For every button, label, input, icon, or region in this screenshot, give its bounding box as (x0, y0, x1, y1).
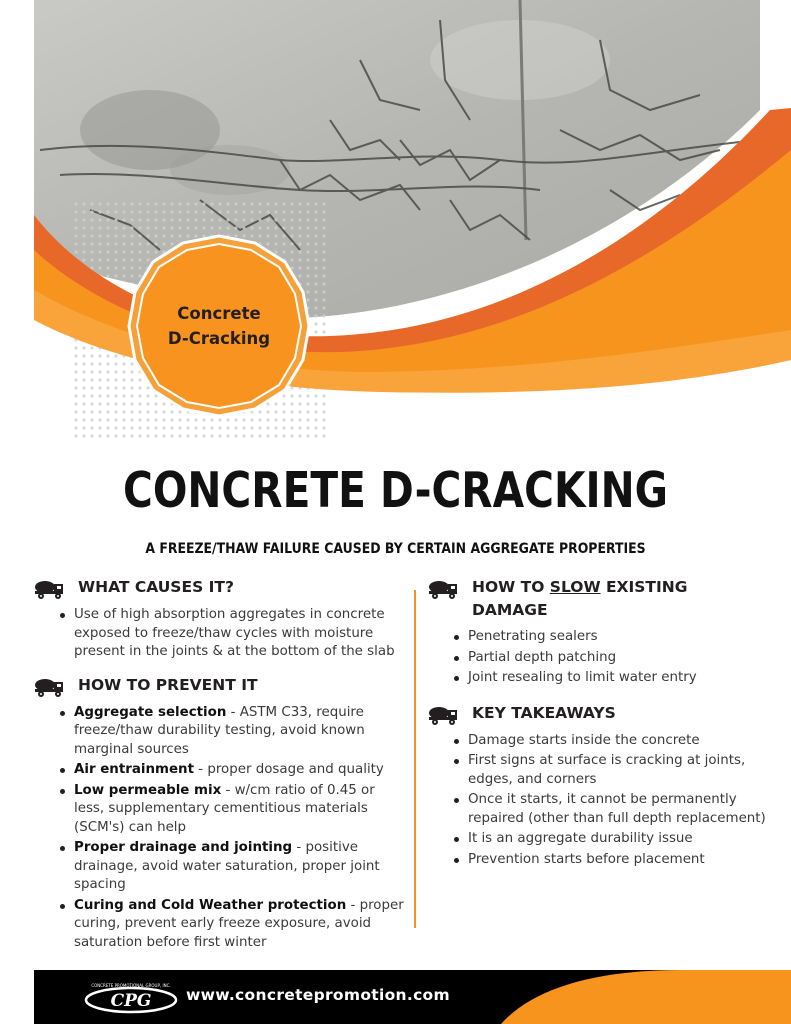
mixer-truck-icon (428, 704, 460, 726)
page-title: CONCRETE D-CRACKING (122, 462, 669, 519)
svg-text:CONCRETE PROMOTIONAL GROUP, IN: CONCRETE PROMOTIONAL GROUP, INC. (91, 983, 171, 988)
list-item: Use of high absorption aggregates in concrete exposed to freeze/thaw cycles with moisture present in the joints & at the bottom of the slab (58, 606, 406, 662)
list-item: It is an aggregate durability issue (452, 830, 768, 849)
right-column (428, 576, 768, 871)
section-title: KEY TAKEAWAYS (472, 703, 616, 722)
list-item: Curing and Cold Weather protection - proper curing, prevent early freeze exposure, avoid saturation before first winter (58, 897, 406, 953)
list-item: Air entrainment - proper dosage and quality (58, 761, 406, 780)
footer-orange-accent (501, 970, 791, 1024)
section-slow-damage (428, 576, 768, 688)
list-item: Once it starts, it cannot be permanently repaired (other than full depth replacement) (452, 791, 768, 828)
slow-list (428, 628, 768, 688)
takeaways-list (428, 732, 768, 870)
list-item: First signs at surface is cracking at joints, edges, and corners (452, 752, 768, 789)
list-item: Prevention starts before placement (452, 851, 768, 870)
website-link[interactable]: www.concretepromotion.com (186, 986, 450, 1004)
mixer-truck-icon (34, 676, 66, 698)
list-item: Aggregate selection - ASTM C33, require freeze/thaw durability testing, avoid known marginal sources (58, 704, 406, 760)
footer-bar (34, 970, 791, 1024)
section-how-to-prevent (34, 674, 406, 953)
svg-text:CPG: CPG (110, 991, 152, 1011)
list-item: Partial depth patching (452, 649, 768, 668)
cracked-concrete-photo (0, 0, 791, 440)
hero-image (0, 0, 791, 440)
list-item: Penetrating sealers (452, 628, 768, 647)
badge-label: Concrete D-Cracking (167, 304, 271, 348)
prevent-list (34, 704, 406, 953)
section-what-causes (34, 576, 406, 662)
topic-badge (127, 234, 311, 418)
cpg-logo (84, 982, 178, 1014)
list-item: Low permeable mix - w/cm ratio of 0.45 or less, supplementary cementitious materials (SCM's) can help (58, 782, 406, 838)
section-title: HOW TO SLOW EXISTING DAMAGE (472, 578, 688, 619)
left-column (34, 576, 406, 954)
section-key-takeaways (428, 702, 768, 870)
page-subtitle: A FREEZE/THAW FAILURE CAUSED BY CERTAIN AGGREGATE PROPERTIES (145, 541, 646, 557)
list-item: Joint resealing to limit water entry (452, 669, 768, 688)
column-divider (414, 590, 416, 928)
mixer-truck-icon (34, 578, 66, 600)
section-title: WHAT CAUSES IT? (78, 578, 234, 596)
mixer-truck-icon (428, 578, 460, 600)
list-item: Proper drainage and jointing - positive drainage, avoid water saturation, proper joint spacing (58, 839, 406, 895)
section-title: HOW TO PREVENT IT (78, 675, 258, 694)
list-item: Damage starts inside the concrete (452, 732, 768, 751)
causes-list (34, 606, 406, 662)
